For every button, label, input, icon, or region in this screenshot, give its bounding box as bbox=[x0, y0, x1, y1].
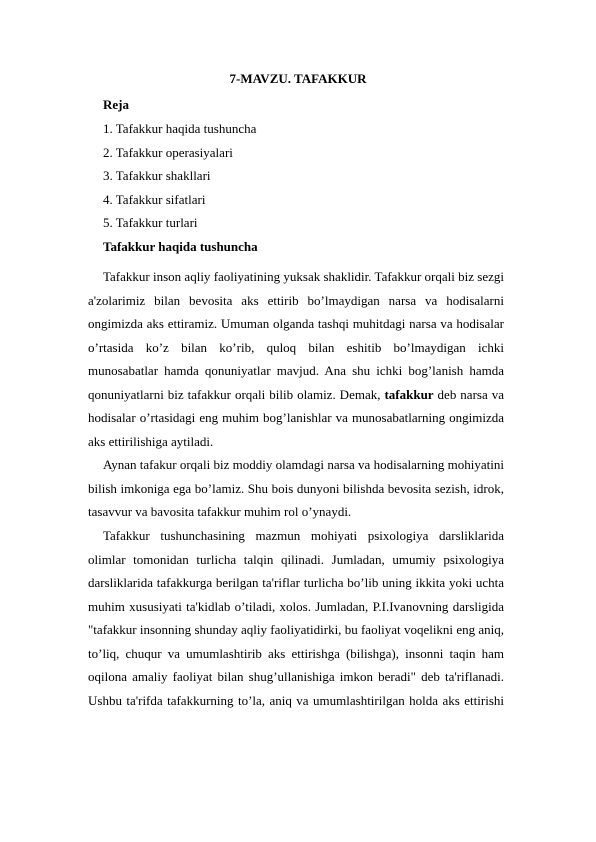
paragraph-2: Aynan tafakur orqali biz moddiy olamdagi narsa va hodisalarning mohiyatini bilish imkoniga ega bo’lamiz. Shu bois dunyoni bilishda bevosita sezish, idrok, tasavvur va bavosita tafakkur muhim rol o’ynaydi. bbox=[88, 457, 504, 520]
plan-heading: Reja bbox=[103, 97, 129, 112]
plan-item: 2. Tafakkur operasiyalari bbox=[103, 145, 233, 160]
plan-item: 5. Tafakkur turlari bbox=[103, 215, 198, 230]
section-heading: Tafakkur haqida tushuncha bbox=[103, 239, 258, 254]
paragraph-1-end: deb narsa va hodisalar o’rtasidagi eng muhim bog’lanishlar va munosabatlarning ongimizda aks ettirilishiga aytiladi. bbox=[88, 386, 504, 449]
page-title: 7-MAVZU. TAFAKKUR bbox=[229, 71, 367, 86]
body-text bbox=[88, 265, 504, 712]
plan-item: 3. Tafakkur shakllari bbox=[103, 168, 211, 183]
paragraph-1-term: tafakkur bbox=[384, 386, 434, 402]
paragraph-1 bbox=[88, 265, 504, 453]
plan-item: 4. Tafakkur sifatlari bbox=[103, 192, 206, 207]
paragraph-1-start: Tafakkur inson aqliy faoliyatining yuksak shaklidir. Tafakkur orqali biz sezgi a'zolarimiz bilan bevosita aks ettirib bo’lmaydigan narsa va hodisalarni ongimizda aks ettiramiz. Umuman olganda tashqi muhitdagi narsa va hodisalar o’rtasida ko’z bilan ko’rib, quloq bilan eshitib bo’lmaydigan ichki munosabatlar hamda qonuniyatlar mavjud. Ana shu ichki bog’lanish hamda qonuniyatlarni biz tafakkur orqali bilib olamiz. Demak, bbox=[88, 269, 504, 402]
paragraph-3: Tafakkur tushunchasining mazmun mohiyati psixologiya darsliklarida olimlar tomonidan turlicha talqin qilinadi. Jumladan, umumiy psixologiya darsliklarida tafakkurga berilgan ta'riflar turlicha bo’lib uning ikkita yoki uchta muhim xususiyati ta'kidlab o’tiladi, xolos. Jumladan, P.I.Ivanovning darsligida "tafakkur insonning shunday aqliy faoliyatidirki, bu faoliyat voqelikni eng aniq, to’liq, chuqur va umumlashtirib aks ettirishga (bilishga), insonni taqin ham oqilona amaliy faoliyat bilan shug’ullanishiga imkon beradi" deb ta'riflanadi. Ushbu ta'rifda tafakkurning to’la, aniq va umumlashtirilgan holda aks ettirishi bbox=[88, 528, 504, 708]
plan-item: 1. Tafakkur haqida tushuncha bbox=[103, 121, 257, 136]
